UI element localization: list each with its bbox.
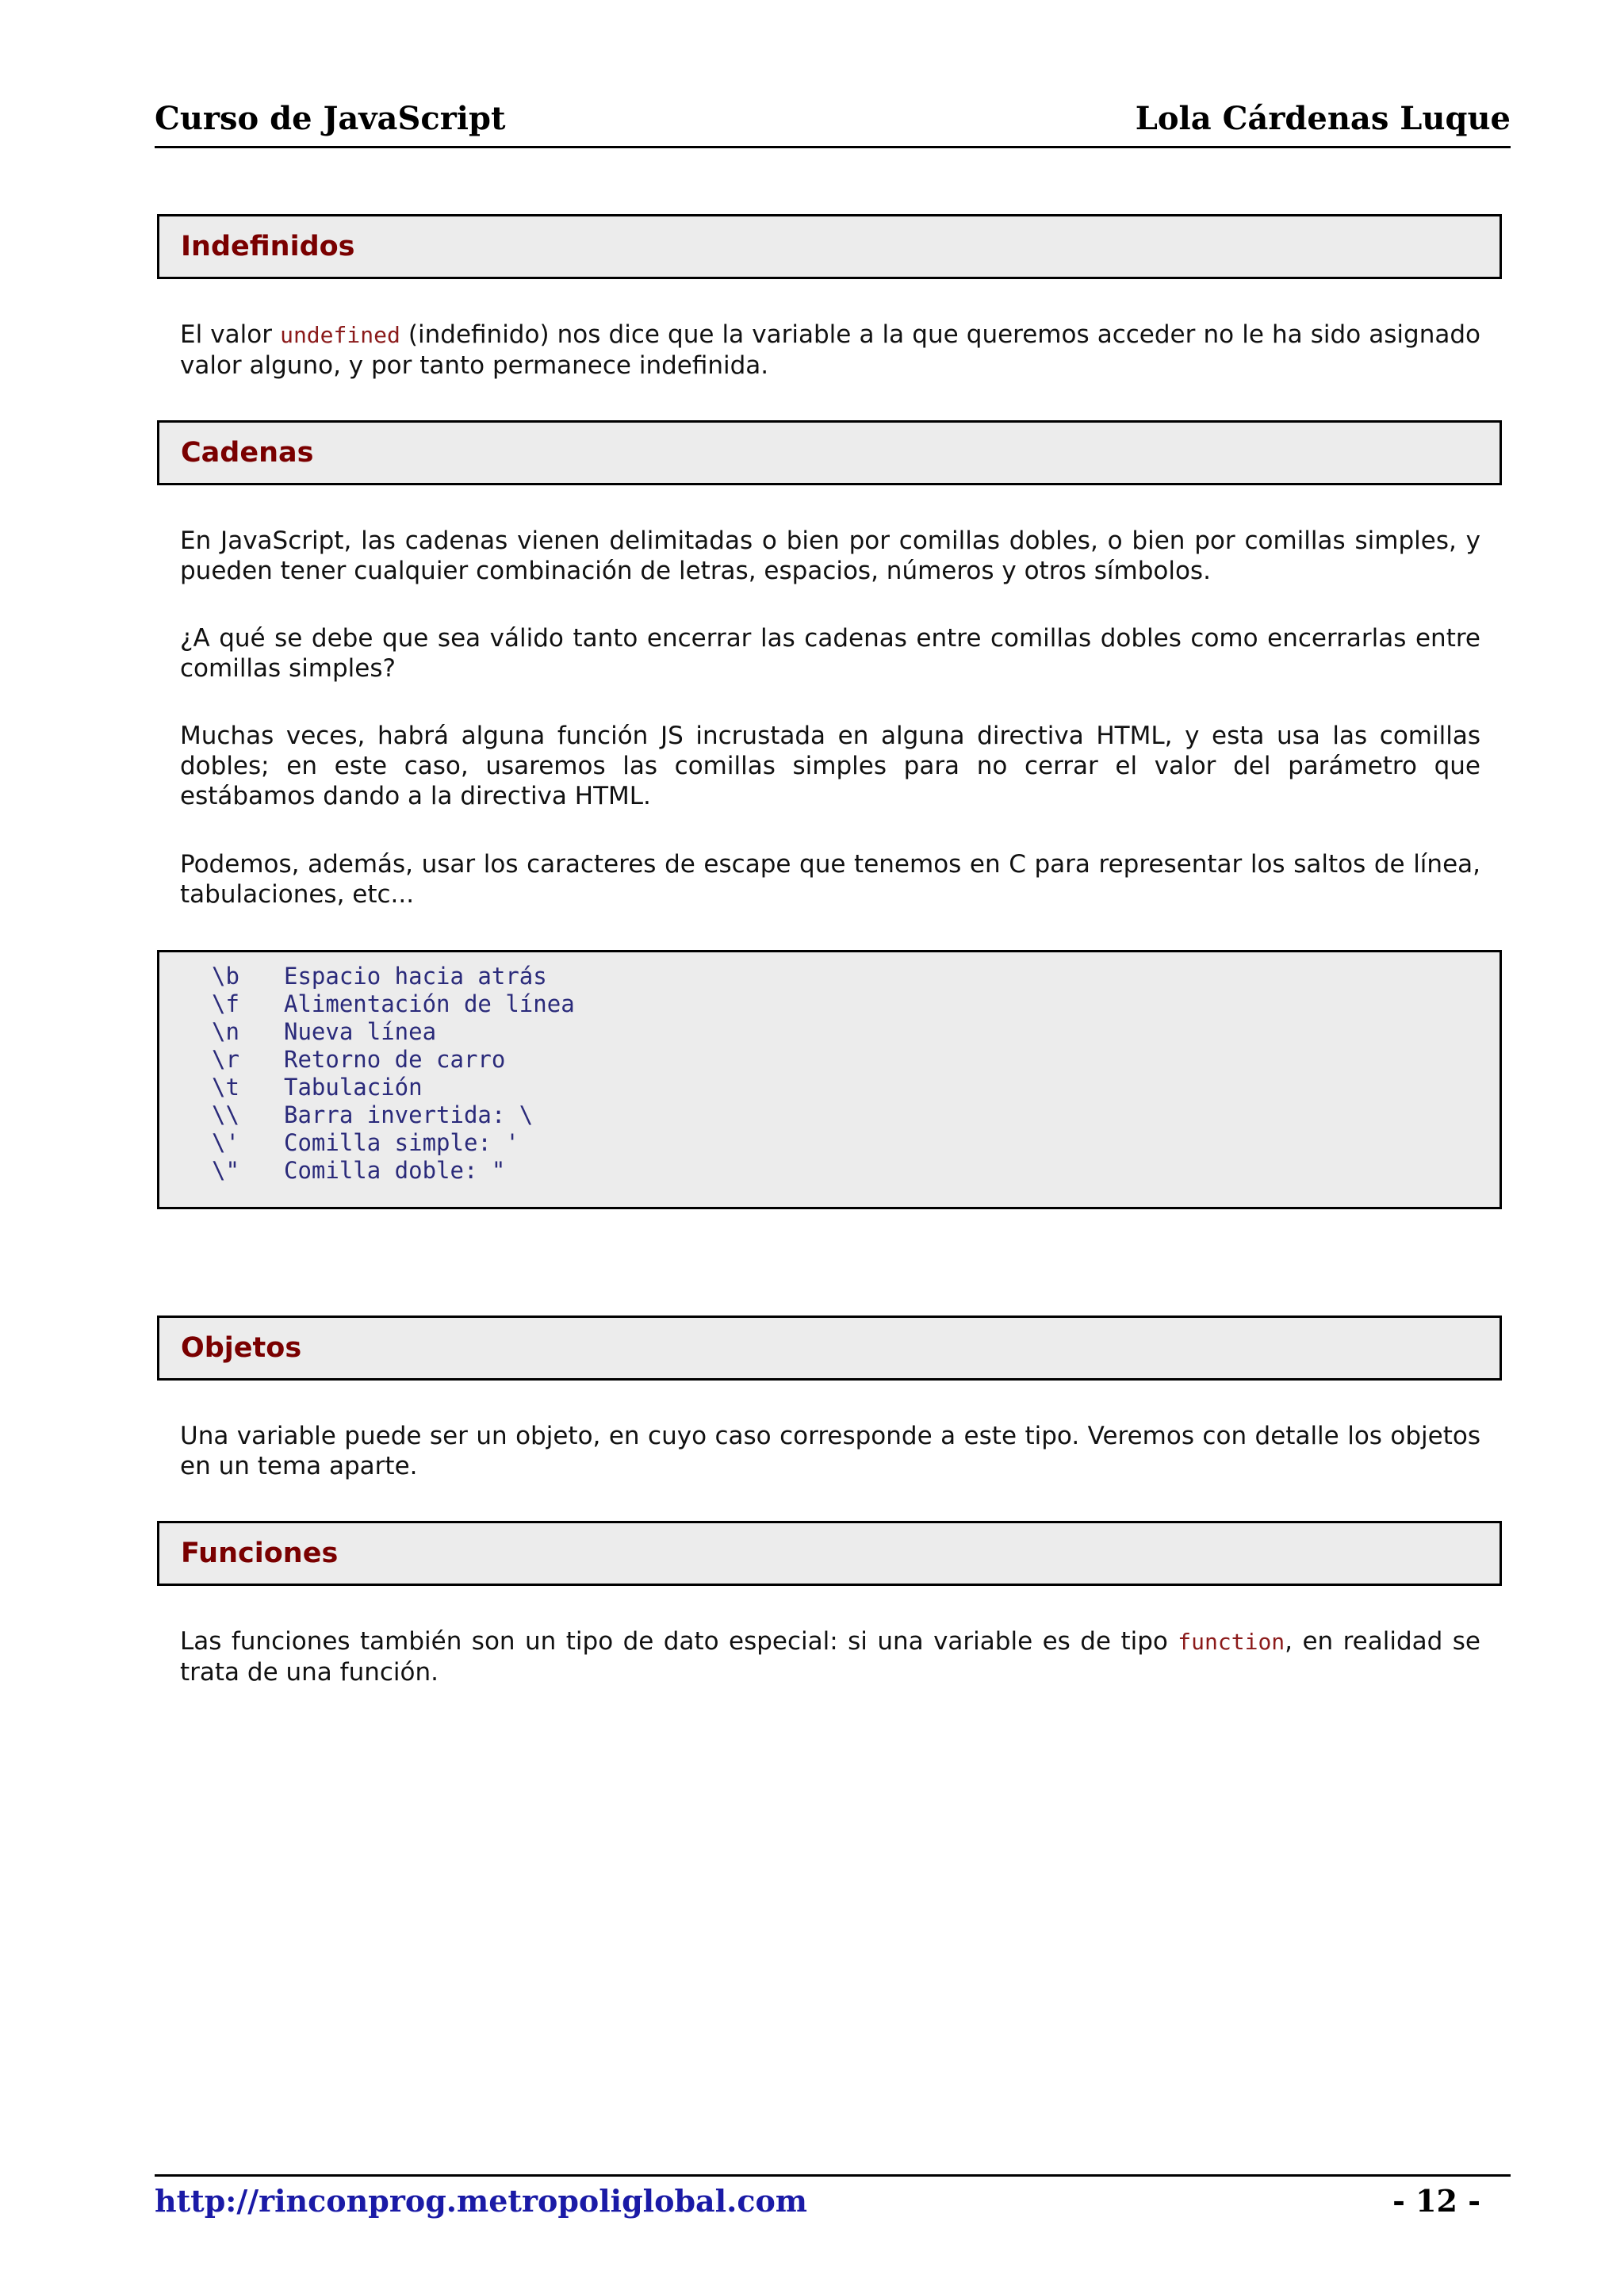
section-heading-cadenas [157,420,1502,485]
section-title: Objetos [181,1332,302,1364]
website-link[interactable]: http://rinconprog.metropoliglobal.com [155,2183,808,2219]
paragraph-indefinidos [180,320,1480,381]
escape-description: Nueva línea [284,1018,437,1045]
section-title: Cadenas [181,437,314,469]
escape-row [212,1046,505,1074]
escape-row [212,990,575,1018]
escape-description: Tabulación [284,1074,423,1101]
escape-description: Alimentación de línea [284,990,575,1017]
escape-row [212,1157,505,1185]
inline-code-undefined: undefined [280,322,400,348]
text-run: , en realidad se trata de una función. [180,1627,1480,1687]
escape-code: \r [212,1046,239,1073]
text-run: (indefinido) nos dice que la variable a la que queremos acceder no le ha sido asignado valor alguno, y por tanto permanece indefinida. [180,320,1480,380]
escape-code: \' [212,1129,239,1156]
escape-description: Barra invertida: \ [284,1101,534,1128]
escape-description: Retorno de carro [284,1046,506,1073]
escape-code: \n [212,1018,239,1045]
section-heading-funciones [157,1521,1502,1586]
inline-code-function: function [1178,1629,1285,1655]
escape-row [212,1018,436,1046]
escape-code: \\ [212,1101,239,1128]
escape-description: Comilla simple: ' [284,1129,519,1156]
page-header [155,95,1511,148]
escape-sequences-code-block [157,950,1502,1209]
escape-description: Espacio hacia atrás [284,963,547,990]
escape-row [212,1129,519,1157]
escape-code: \f [212,990,239,1017]
paragraph-objetos: Una variable puede ser un objeto, en cuyo caso corresponde a este tipo. Veremos con detalle los objetos en un tema aparte. [180,1422,1480,1480]
escape-row [212,1101,533,1129]
text-run: Las funciones también son un tipo de dato especial: si una variable es de tipo [180,1627,1178,1656]
escape-description: Comilla doble: " [284,1157,506,1184]
escape-row [212,1074,423,1101]
escape-row [212,963,547,990]
paragraph-funciones [180,1626,1480,1687]
escape-code: \b [212,963,239,990]
paragraph-cadenas-4: Podemos, además, usar los caracteres de escape que tenemos en C para representar los saltos de línea, tabulaciones, etc... [180,850,1480,909]
text-run: El valor [180,320,281,349]
section-title: Funciones [181,1538,339,1569]
page-footer [155,2174,1511,2224]
section-heading-indefinidos [157,214,1502,279]
paragraph-cadenas-3: Muchas veces, habrá alguna función JS incrustada en alguna directiva HTML, y esta usa las comillas dobles; en este caso, usaremos las comillas simples para no cerrar el valor del parámetro que estábamos dando a la directiva HTML. [180,722,1480,810]
escape-code: \" [212,1157,239,1184]
paragraph-cadenas-2: ¿A qué se debe que sea válido tanto encerrar las cadenas entre comillas dobles como encerrarlas entre comillas simples? [180,624,1480,683]
page-number: - 12 - [1392,2183,1480,2219]
paragraph-cadenas-1: En JavaScript, las cadenas vienen delimitadas o bien por comillas dobles, o bien por comillas simples, y pueden tener cualquier combinación de letras, espacios, números y otros símbolos. [180,527,1480,585]
section-title: Indefinidos [181,231,355,262]
section-heading-objetos [157,1316,1502,1381]
escape-code: \t [212,1074,239,1101]
course-title: Curso de JavaScript [155,100,506,137]
author-name: Lola Cárdenas Luque [1135,100,1511,137]
